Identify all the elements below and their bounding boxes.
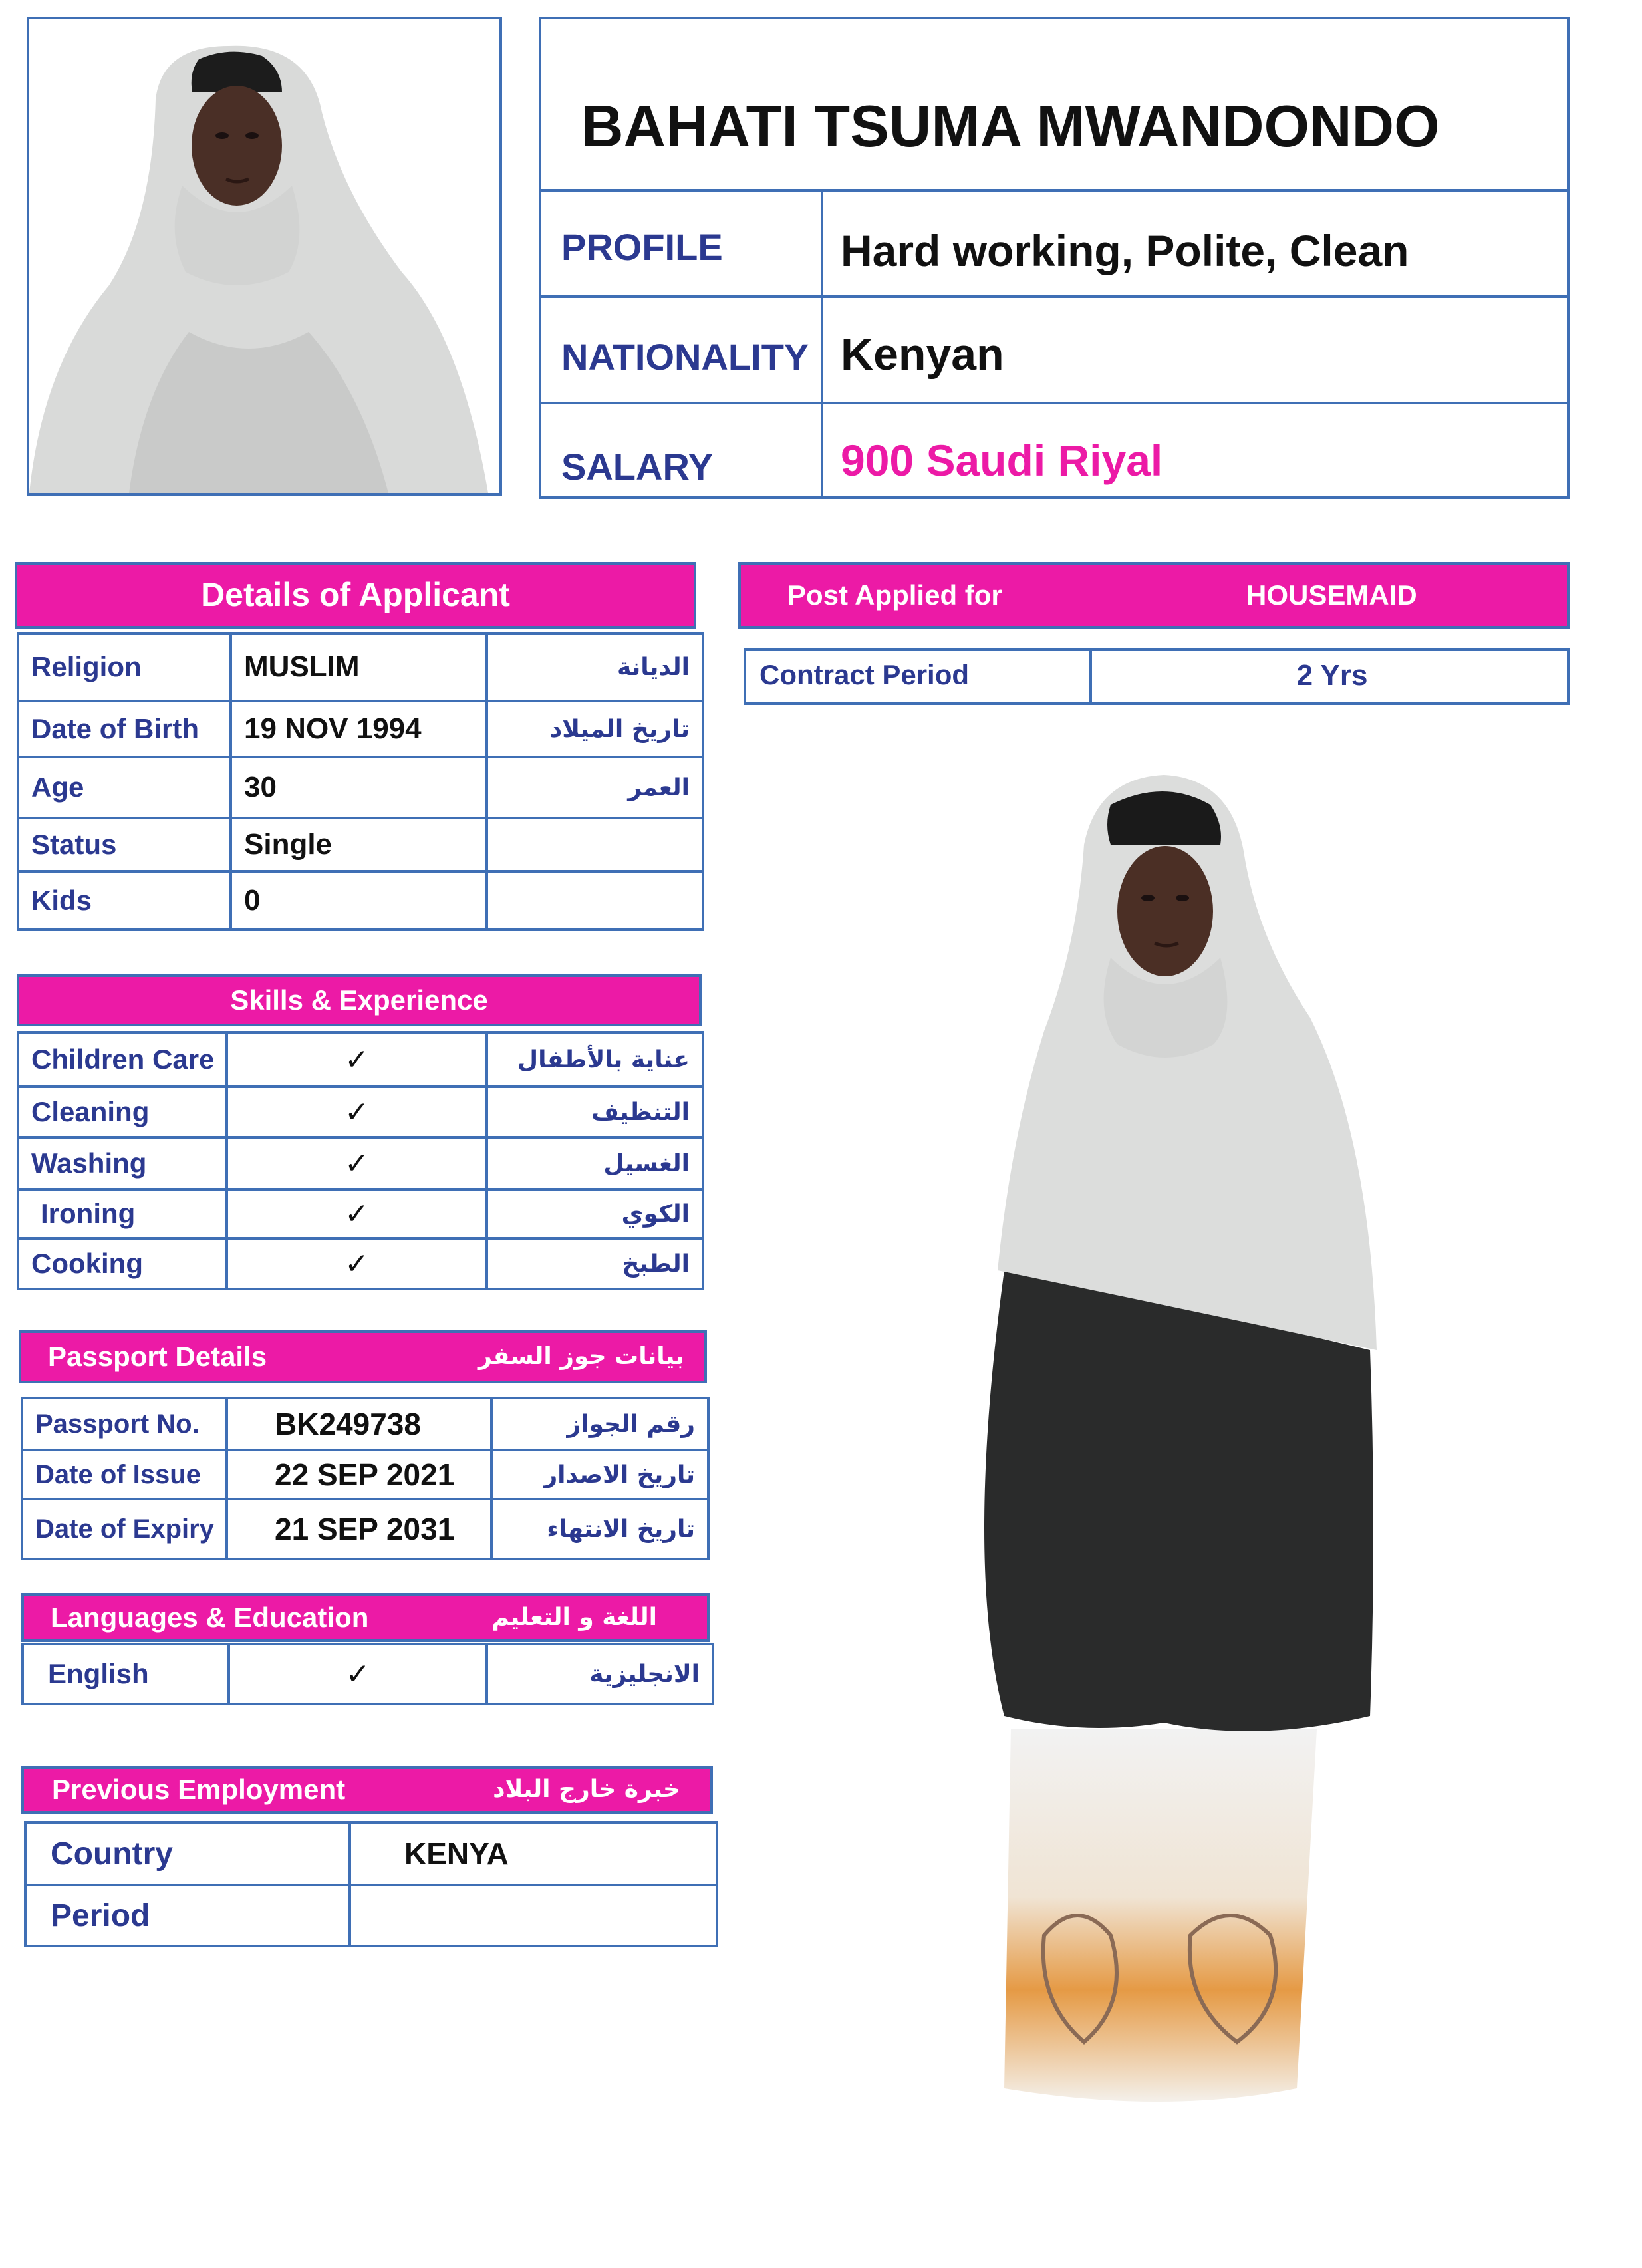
portrait-photo-frame bbox=[27, 17, 502, 496]
issue-date-label: Date of Issue bbox=[22, 1450, 227, 1499]
applicant-name: BAHATI TSUMA MWANDONDO bbox=[581, 93, 1440, 159]
skills-header bbox=[17, 974, 702, 1026]
issue-date-value: 22 SEP 2021 bbox=[227, 1450, 491, 1499]
country-label: Country bbox=[25, 1822, 350, 1885]
period-label: Period bbox=[25, 1885, 350, 1946]
languages-title: Languages & Education bbox=[51, 1602, 369, 1633]
skill-arabic: عناية بالأطفال bbox=[487, 1032, 703, 1087]
dob-label: Date of Birth bbox=[18, 701, 231, 757]
profile-value: Hard working, Polite, Clean bbox=[841, 226, 1409, 275]
skills-title: Skills & Experience bbox=[230, 984, 488, 1016]
check-icon: ✓ bbox=[227, 1032, 487, 1087]
table-row bbox=[18, 871, 703, 930]
portrait-photo bbox=[29, 19, 499, 493]
post-applied-bar bbox=[738, 562, 1570, 629]
profile-label: PROFILE bbox=[561, 226, 723, 268]
kids-arabic bbox=[487, 871, 703, 930]
passport-table bbox=[21, 1397, 710, 1560]
passport-no-arabic: رقم الجواز bbox=[491, 1398, 708, 1450]
dob-arabic: تاريخ الميلاد bbox=[487, 701, 703, 757]
full-length-photo bbox=[911, 765, 1390, 2128]
contract-label: Contract Period bbox=[759, 659, 970, 690]
status-label: Status bbox=[18, 818, 231, 871]
table-row bbox=[18, 818, 703, 871]
nationality-label: NATIONALITY bbox=[561, 336, 809, 378]
language-label: English bbox=[23, 1644, 229, 1704]
age-arabic: العمر bbox=[487, 757, 703, 818]
expiry-date-label: Date of Expiry bbox=[22, 1499, 227, 1559]
skill-arabic: الطبخ bbox=[487, 1238, 703, 1289]
employment-title-arabic: خبرة خارج البلاد bbox=[493, 1776, 680, 1803]
table-row bbox=[18, 701, 703, 757]
check-icon: ✓ bbox=[227, 1238, 487, 1289]
check-icon: ✓ bbox=[229, 1644, 487, 1704]
table-row bbox=[18, 1137, 703, 1189]
passport-no-value: BK249738 bbox=[227, 1398, 491, 1450]
header-box bbox=[539, 17, 1570, 499]
employment-title: Previous Employment bbox=[52, 1774, 346, 1805]
contract-value: 2 Yrs bbox=[1296, 659, 1368, 692]
country-value: KENYA bbox=[350, 1822, 717, 1885]
skill-label: Children Care bbox=[18, 1032, 227, 1087]
languages-title-arabic: اللغة و التعليم bbox=[491, 1604, 657, 1631]
passport-title: Passport Details bbox=[48, 1341, 267, 1372]
religion-arabic: الديانة bbox=[487, 633, 703, 701]
religion-label: Religion bbox=[18, 633, 231, 701]
skill-label: Washing bbox=[18, 1137, 227, 1189]
table-row bbox=[25, 1822, 717, 1885]
table-row bbox=[23, 1644, 713, 1704]
passport-no-label: Passport No. bbox=[22, 1398, 227, 1450]
table-row bbox=[18, 1032, 703, 1087]
languages-header bbox=[21, 1593, 710, 1642]
kids-label: Kids bbox=[18, 871, 231, 930]
employment-table bbox=[24, 1821, 718, 1947]
post-applied-value: HOUSEMAID bbox=[1246, 579, 1417, 611]
table-row bbox=[18, 1087, 703, 1137]
dob-value: 19 NOV 1994 bbox=[231, 701, 487, 757]
salary-value: 900 Saudi Riyal bbox=[841, 436, 1163, 485]
table-row bbox=[22, 1450, 708, 1499]
check-icon: ✓ bbox=[227, 1189, 487, 1238]
languages-table bbox=[21, 1643, 714, 1705]
post-applied-label: Post Applied for bbox=[787, 579, 1002, 611]
skill-label: Cooking bbox=[18, 1238, 227, 1289]
status-value: Single bbox=[231, 818, 487, 871]
age-label: Age bbox=[18, 757, 231, 818]
full-length-photo-image bbox=[911, 765, 1390, 2128]
table-row bbox=[18, 633, 703, 701]
check-icon: ✓ bbox=[227, 1087, 487, 1137]
table-row bbox=[18, 757, 703, 818]
contract-box bbox=[744, 648, 1570, 705]
header-divider-1 bbox=[541, 189, 1567, 192]
age-value: 30 bbox=[231, 757, 487, 818]
employment-header bbox=[21, 1766, 713, 1814]
skill-arabic: الغسيل bbox=[487, 1137, 703, 1189]
details-title: Details of Applicant bbox=[201, 576, 510, 613]
skill-label: Cleaning bbox=[18, 1087, 227, 1137]
table-row bbox=[22, 1398, 708, 1450]
header-divider-2 bbox=[541, 295, 1567, 298]
table-row bbox=[25, 1885, 717, 1946]
table-row bbox=[22, 1499, 708, 1559]
passport-header bbox=[19, 1330, 707, 1383]
salary-label: SALARY bbox=[561, 446, 714, 488]
nationality-value: Kenyan bbox=[841, 329, 1004, 380]
header-col-divider bbox=[821, 189, 823, 496]
expiry-date-value: 21 SEP 2031 bbox=[227, 1499, 491, 1559]
religion-value: MUSLIM bbox=[231, 633, 487, 701]
skill-arabic: الكوي bbox=[487, 1189, 703, 1238]
check-icon: ✓ bbox=[227, 1137, 487, 1189]
details-table bbox=[17, 632, 704, 931]
skill-arabic: التنظيف bbox=[487, 1087, 703, 1137]
passport-title-arabic: بيانات جوز السفر bbox=[478, 1343, 684, 1370]
language-arabic: الانجليزية bbox=[487, 1644, 713, 1704]
status-arabic bbox=[487, 818, 703, 871]
kids-value: 0 bbox=[231, 871, 487, 930]
skills-table bbox=[17, 1031, 704, 1290]
table-row bbox=[18, 1189, 703, 1238]
period-value bbox=[350, 1885, 717, 1946]
table-row bbox=[18, 1238, 703, 1289]
expiry-date-arabic: تاريخ الانتهاء bbox=[491, 1499, 708, 1559]
issue-date-arabic: تاريخ الاصدار bbox=[491, 1450, 708, 1499]
skill-label: Ironing bbox=[18, 1189, 227, 1238]
details-header bbox=[15, 562, 696, 629]
header-divider-3 bbox=[541, 402, 1567, 404]
